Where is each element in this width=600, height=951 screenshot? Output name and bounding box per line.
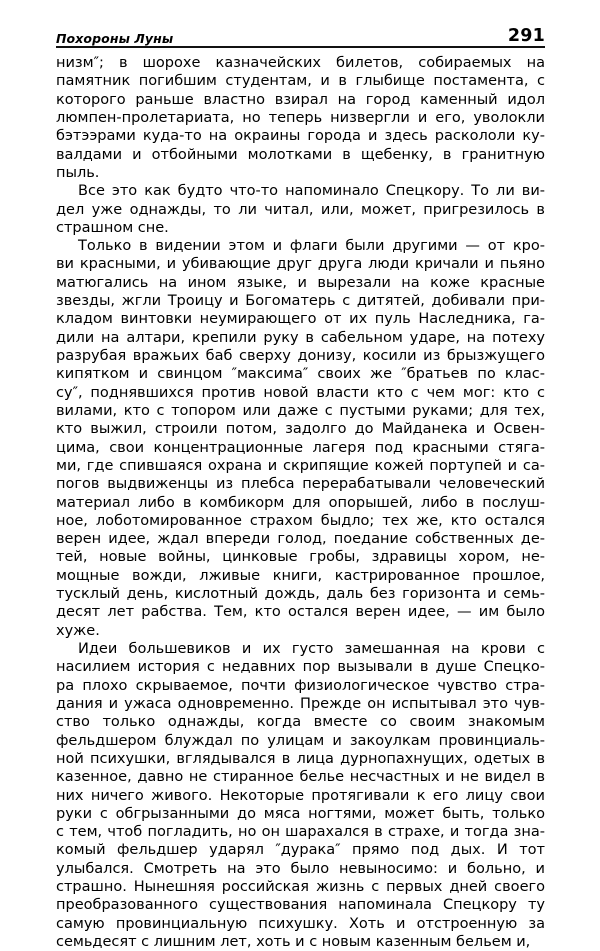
paragraph — [56, 237, 545, 640]
text-line: преобразованного существования напоминала Спецкору ту — [56, 896, 545, 914]
paragraph — [56, 640, 545, 951]
text-line: с тем, чтоб погладить, но он шарахался в страхе, и тогда зна- — [56, 823, 545, 841]
text-line: матюгались на ином языке, и вырезали на коже красные — [56, 273, 545, 291]
text-line: верен идее, ждал впереди голод, поедание собственных де- — [56, 530, 545, 548]
text-block — [56, 54, 545, 951]
text-line: страшно. Нынешняя российская жизнь с первых дней своего — [56, 878, 545, 896]
text-line: руки с обгрызанными до мяса ногтями, может быть, только — [56, 804, 545, 822]
text-line: насилием история с недавних пор вызывали в душе Спецко- — [56, 658, 545, 676]
text-line: кипятком и свинцом ″максима″ своих же ″братьев по клас- — [56, 365, 545, 383]
text-line: которого раньше властно взирал на город каменный идол — [56, 90, 545, 108]
text-line: Идеи большевиков и их густо замешанная на крови с — [78, 640, 545, 657]
text-line: Только в видении этом и флаги были другими — от кро- — [78, 237, 545, 255]
text-line: страшном сне. — [56, 218, 169, 236]
text-line: разрубая вражьих баб сверху донизу, косили из брызжущего — [56, 347, 545, 364]
text-line: дания и ужаса одновременно. Прежде он испытывал это чув- — [56, 694, 545, 712]
paragraph — [56, 182, 545, 237]
text-line: звезды, жгли Троицу и Богоматерь с дитятей, добивали при- — [56, 292, 545, 310]
text-line: комый фельдшер ударял ″дурака″ прямо под дых. И тот — [56, 841, 545, 859]
text-line: ное, лоботомированное страхом быдло; тех же, кто остался — [56, 511, 545, 529]
text-line: люмпен-пролетариата, но теперь низвергли и его, уволокли — [56, 108, 545, 126]
text-line: кто выжил, строили потом, задолго до Майданека и Освен- — [56, 420, 545, 438]
text-line: них ничего живого. Некоторые протягивали к его лицу свои — [56, 786, 545, 804]
text-line: хуже. — [56, 621, 100, 639]
text-line: десят лет рабства. Тем, кто остался верен идее, — им было — [56, 603, 545, 621]
text-line: ви красными, и убивающие друг друга люди кричали и пьяно — [56, 255, 545, 273]
text-line: казенное, давно не стиранное белье несчастных и не видел в — [56, 768, 545, 786]
paragraph — [56, 54, 545, 182]
text-line: бэтээрами куда-то на окраины города и здесь раскололи ку- — [56, 127, 545, 145]
text-line: погов выдвиженцы из плебса перерабатывали человеческий — [56, 475, 545, 493]
running-head-title: Похороны Луны — [56, 30, 174, 46]
text-line: тей, новые войны, цинковые гробы, здравицы хором, не- — [56, 548, 545, 566]
text-line: цима, свои концентрационные лагеря под красными стяга- — [56, 438, 545, 456]
text-line: ра плохо скрываемое, почти физиологическое чувство стра- — [56, 676, 545, 694]
text-line: ной психушки, вглядывался в лица дурнопахнущих, одетых в — [56, 749, 545, 767]
text-line: материал либо в комбикорм для опорышей, либо в послуш- — [56, 493, 545, 511]
text-line: дел уже однажды, то ли читал, или, может, пригрезилось в — [56, 200, 545, 218]
text-line: пыль. — [56, 163, 100, 181]
text-line: ми, где спившаяся охрана и скрипящие кожей портупей и са- — [56, 456, 545, 474]
running-head — [56, 18, 545, 48]
text-line: ство только однажды, когда вместе со своим знакомым — [56, 713, 545, 731]
text-line: дили на алтари, крепили руку в сабельном ударе, на потеху — [56, 328, 545, 346]
text-line: самую провинциальную психушку. Хоть и отстроенную за — [56, 914, 545, 932]
text-line: памятник погибшим студентам, и в глыбище постамента, с — [56, 72, 545, 90]
text-line: низм″; в шорохе казначейских билетов, собираемых на — [56, 54, 545, 71]
page-number: 291 — [507, 25, 545, 46]
text-line: фельдшером блуждал по улицам и закоулкам провинциаль- — [56, 731, 545, 749]
text-line: кладом винтовки неумирающего от их пуль Наследника, га- — [56, 310, 545, 328]
text-line: мощные вожди, лживые книги, кастрированное прошлое, — [56, 566, 545, 584]
text-line: Все это как будто что-то напоминало Спецкору. То ли ви- — [78, 182, 545, 200]
text-line: вилами, кто с топором или даже с пустыми руками; для тех, — [56, 401, 545, 419]
text-line: улыбался. Смотреть на это было невыносимо: и больно, и — [56, 859, 545, 877]
text-line: валдами и отбойными молотками в щебенку, в гранитную — [56, 145, 545, 163]
text-line: семьдесят с лишним лет, хоть и с новым казенным бельем и, — [56, 933, 531, 950]
text-line: тусклый день, кислотный дождь, даль без горизонта и семь- — [56, 585, 545, 603]
running-head-inner — [56, 18, 545, 46]
text-line: су″, поднявшихся против новой власти кто с чем мог: кто с — [56, 383, 545, 401]
